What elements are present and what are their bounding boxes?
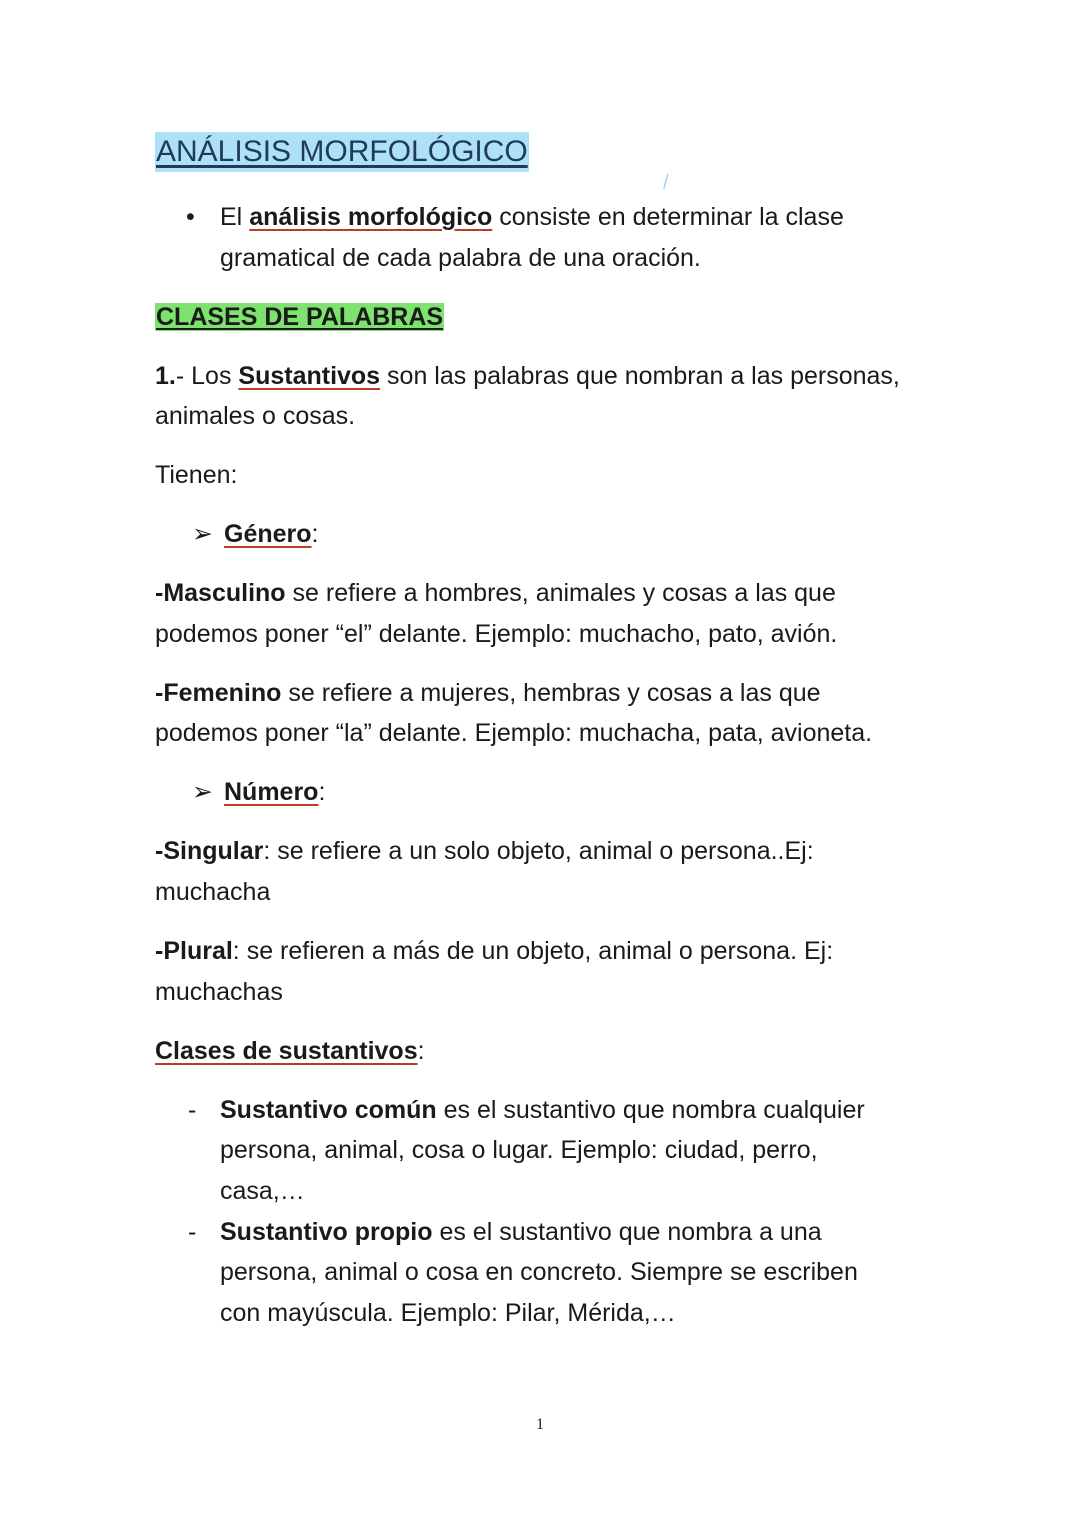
femenino-line-1: -Femenino se refiere a mujeres, hembras y cosas a las que — [155, 679, 821, 707]
intro-line-2: gramatical de cada palabra de una oración. — [220, 244, 701, 272]
propio-line-2: persona, animal o cosa en concreto. Siempre se escriben — [220, 1258, 858, 1286]
propio-line-1: Sustantivo propio es el sustantivo que nombra a una — [220, 1218, 822, 1246]
plural-line-2: muchachas — [155, 978, 283, 1006]
sustantivos-bold: Sustantivos — [238, 362, 381, 390]
masculino-line-2: podemos poner “el” delante. Ejemplo: muchacho, pato, avión. — [155, 620, 838, 648]
genero-heading: Género: — [224, 520, 319, 548]
singular-line-1: -Singular: se refiere a un solo objeto, animal o persona..Ej: — [155, 837, 814, 865]
sustantivos-line-2: animales o cosas. — [155, 402, 356, 430]
arrow-bullet-icon: ➢ — [192, 778, 213, 806]
comun-line-3: casa,… — [220, 1177, 305, 1205]
page-number: 1 — [536, 1416, 544, 1433]
comun-line-2: persona, animal, cosa o lugar. Ejemplo: ciudad, perro, — [220, 1136, 818, 1164]
plural-line-1: -Plural: se refieren a más de un objeto, animal o persona. Ej: — [155, 937, 834, 965]
propio-line-3: con mayúscula. Ejemplo: Pilar, Mérida,… — [220, 1299, 676, 1327]
comun-line-1: Sustantivo común es el sustantivo que nombra cualquier — [220, 1096, 865, 1124]
bullet-icon: • — [186, 203, 195, 231]
sustantivos-line-1: 1.- Los Sustantivos son las palabras que nombran a las personas, — [155, 362, 900, 390]
dash-bullet: - — [188, 1096, 197, 1124]
intro-bold: análisis morfológico — [249, 203, 493, 231]
masculino-line-1: -Masculino se refiere a hombres, animales y cosas a las que — [155, 579, 836, 607]
tienen-label: Tienen: — [155, 461, 238, 489]
femenino-line-2: podemos poner “la” delante. Ejemplo: muchacha, pata, avioneta. — [155, 719, 873, 747]
numero-heading: Número: — [224, 778, 326, 806]
intro-line-1: El análisis morfológico consiste en determinar la clase — [220, 203, 844, 231]
decorative-mark: / — [663, 172, 669, 194]
clases-heading: Clases de sustantivos: — [155, 1037, 425, 1065]
section-heading: CLASES DE PALABRAS — [156, 303, 444, 331]
page-title: ANÁLISIS MORFOLÓGICO — [155, 132, 529, 172]
dash-bullet: - — [188, 1218, 197, 1246]
singular-line-2: muchacha — [155, 878, 271, 906]
arrow-bullet-icon: ➢ — [192, 520, 213, 548]
